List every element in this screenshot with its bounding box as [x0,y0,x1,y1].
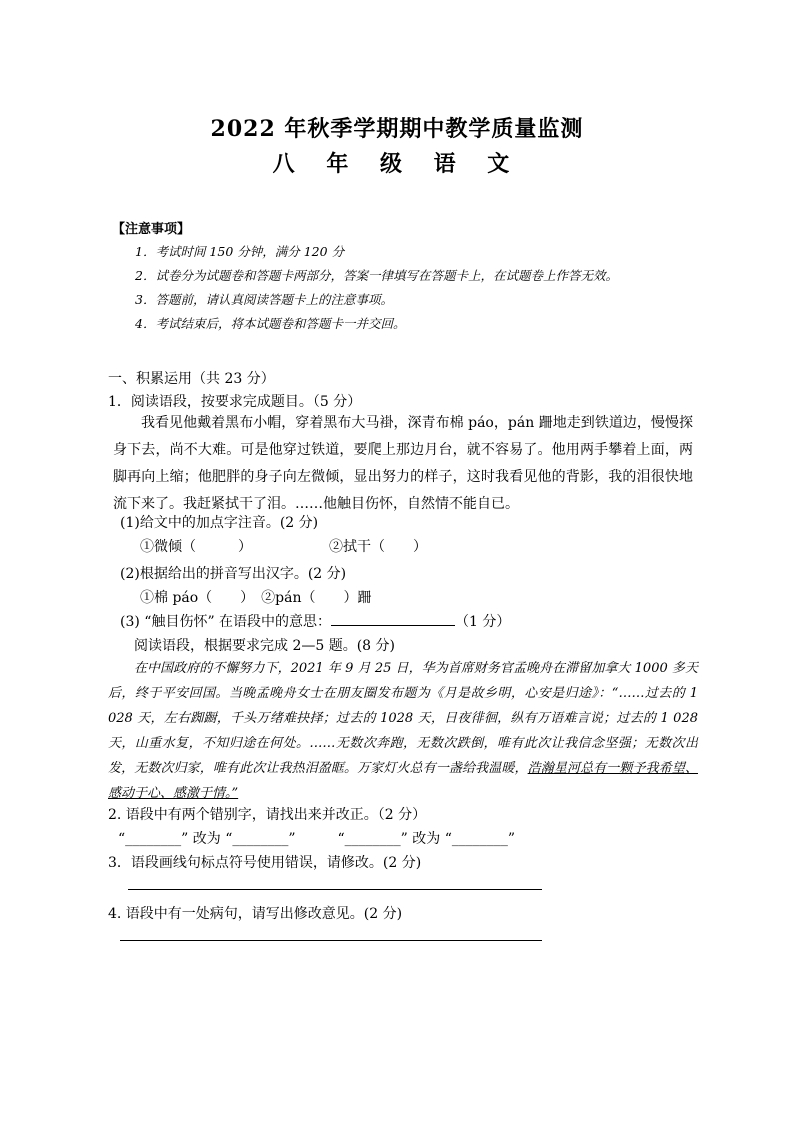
question-2-prompt: 2. 语段中有两个错别字，请找出来并改正。（2 分） [108,807,427,823]
answer-line[interactable] [128,889,542,890]
passage-2-main: 在中国政府的不懈努力下，2021 年 9 月 25 日，华为首席财务官孟晚舟在滞留加拿大 1000 多天后，终于平安回国。当晚孟晚舟女士在朋友圈发布题为《月是故乡明，心安是归途》：“……过去的 1 028 天，左右踟蹰，千头万绪难抉择；过去的 1028 天，日夜徘徊，纵有万语难言说；过去的 1 028 天，山重水复，不知归途在何处。……无数次奔跑，无数次跌倒，唯有此次让我信念坚强；无数次出发，无数次归家，唯有此次让我热泪盈眶。万家灯火总有一盏给我温暖， [108,661,698,776]
question-1-sub-3-score: （1 分） [455,614,511,630]
notice-item: 3．答题前，请认真阅读答题卡上的注意事项。 [135,292,393,307]
question-1-sub-3: (3) “触目伤怀” 在语段中的意思： [120,614,332,630]
section-heading: 一、积累运用（共 23 分） [108,371,275,387]
question-2-fill: “________” 改为 “________” “________” 改为 “________” [118,831,516,847]
passage-2 [108,656,698,806]
question-3-prompt: 3．语段画线句标点符号使用错误，请修改。(2 分) [108,855,422,871]
passage-2-underlined: 浩瀚星河总有一颗予我希望、感动于心、感激于情。” [108,761,698,801]
exam-title: 2022 年秋季学期期中教学质量监测 [210,116,584,142]
question-4-prompt: 4. 语段中有一处病句，请写出修改意见。(2 分) [108,906,403,922]
answer-line[interactable] [120,940,542,941]
notice-item: 1．考试时间 150 分钟，满分 120 分 [135,244,345,259]
notice-item: 4．考试结束后，将本试题卷和答题卡一并交回。 [135,316,406,331]
notice-heading: 【注意事项】 [112,222,191,237]
exam-subtitle: 八 年 级 语 文 [272,151,522,177]
question-1-sub-2-items: ①棉 páo（ ） ②pán（ ）跚 [140,590,372,606]
question-1-sub-2: (2)根据给出的拼音写出汉字。(2 分) [120,566,347,582]
question-1-sub-1: (1)给文中的加点字注音。(2 分) [120,515,319,531]
passage-1: 我看见他戴着黑布小帽，穿着黑布大马褂，深青布棉 páo，pán 跚地走到铁道边，慢慢探身下去，尚不大难。可是他穿过铁道，要爬上那边月台，就不容易了。他用两手攀着上面，两脚再向上缩；他肥胖的身子向左微倾，显出努力的样子，这时我看见他的背影，我的泪很快地流下来了。我赶紧拭干了泪。……他触目伤怀，自然情不能自已。 [113,415,693,512]
reading-2-prompt: 阅读语段，根据要求完成 2—5 题。(8 分) [134,638,395,654]
notice-item: 2．试卷分为试题卷和答题卡两部分，答案一律填写在答题卡上，在试题卷上作答无效。 [135,268,618,283]
question-1-sub-1-items: ①微倾（ ） ②拭干（ ） [140,539,427,555]
question-1-prompt: 1．阅读语段，按要求完成题目。（5 分） [108,394,362,410]
answer-blank[interactable] [331,611,455,626]
